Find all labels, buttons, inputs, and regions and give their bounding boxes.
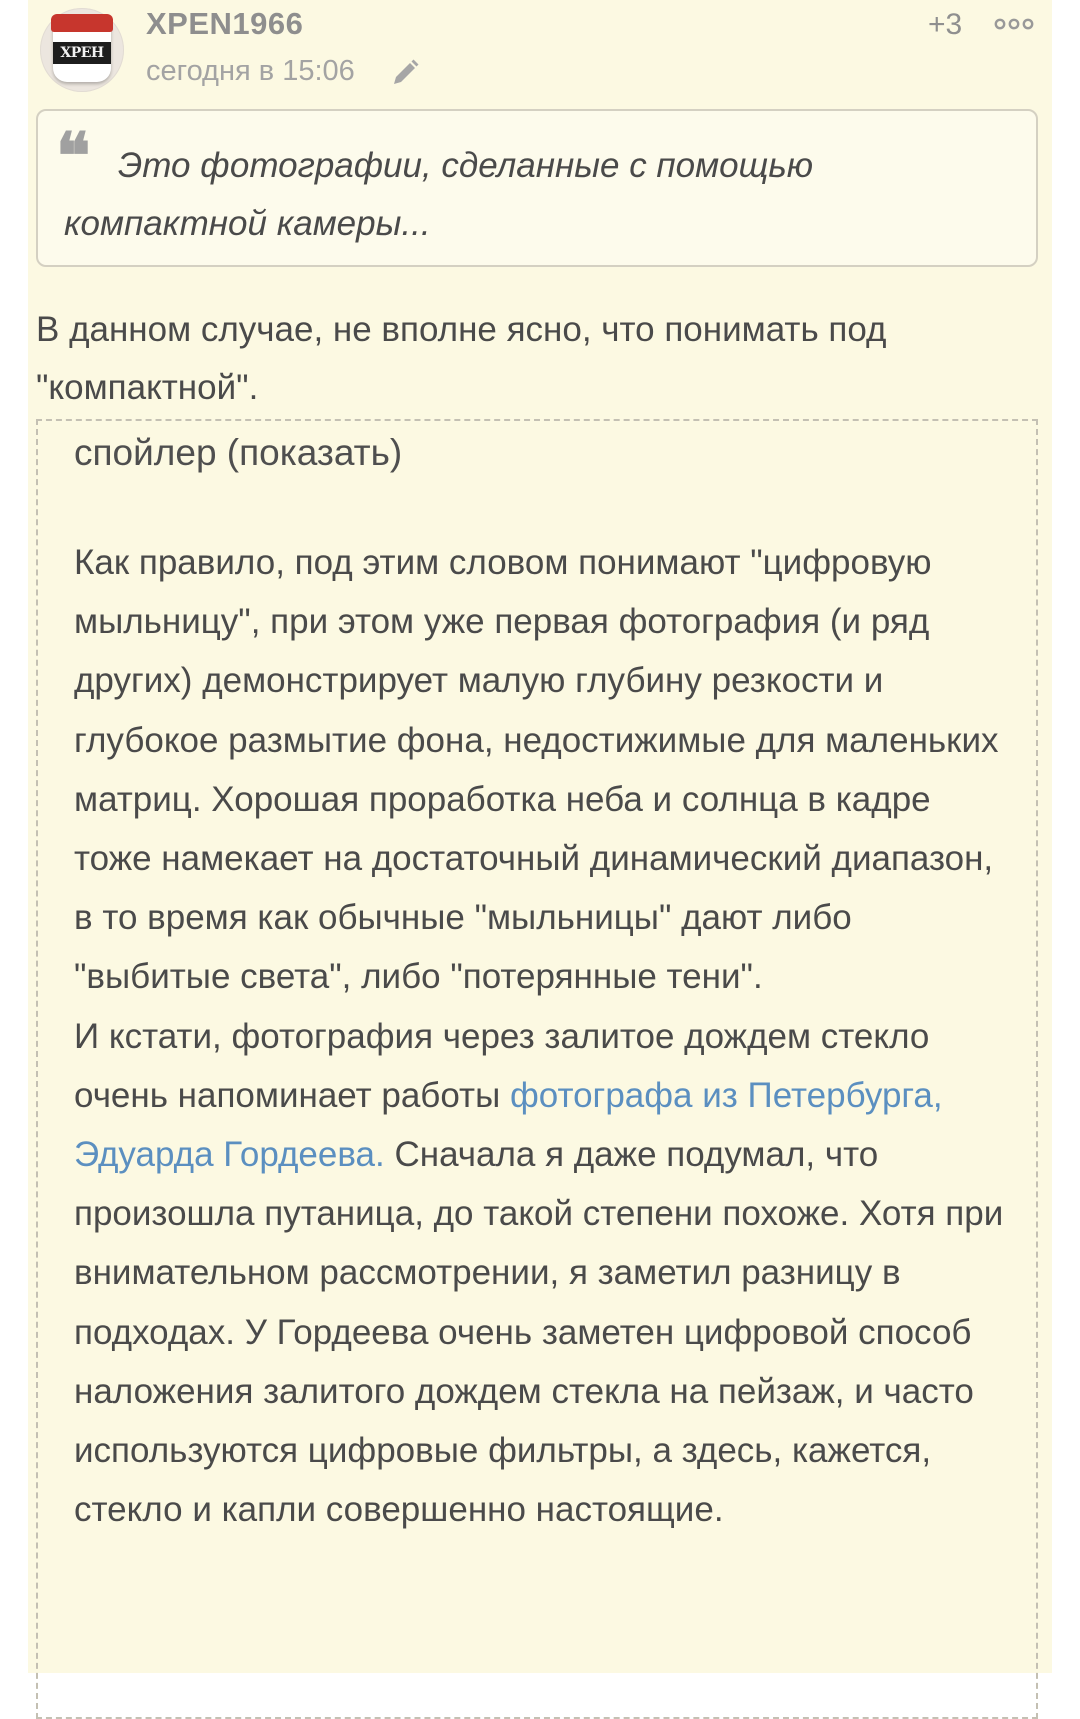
- more-dots-icon[interactable]: [994, 17, 1034, 31]
- comment-text: В данном случае, не вполне ясно, что понимать под "компактной".: [36, 310, 887, 407]
- post-timestamp[interactable]: сегодня в 15:06: [146, 55, 355, 87]
- post-rating: +3: [928, 8, 963, 41]
- photographer-link[interactable]: фотографа из Петербурга, Эдуарда Гордеева.: [74, 1075, 943, 1175]
- comment-post: [28, 0, 1052, 1673]
- spoiler-text-before-link: И кстати, фотография через залитое дождем стекло очень напоминает работы: [74, 1016, 930, 1115]
- quote-text: Это фотографии, сделанные с помощью компактной камеры...: [64, 146, 814, 243]
- jar-lid: [51, 14, 113, 32]
- spoiler-paragraph: [74, 1007, 1014, 1540]
- spoiler-content: [74, 533, 1014, 1539]
- username[interactable]: XPEN1966: [146, 6, 304, 41]
- spoiler-toggle[interactable]: спойлер (показать): [74, 432, 403, 473]
- horseradish-jar-avatar: [53, 16, 111, 82]
- spoiler-text-after-link: Сначала я даже подумал, что произошла путаница, до такой степени похоже. Хотя при внимательном рассмотрении, я заметил разницу в подходах. У Гордеева очень заметен цифровой способ наложения залитого дождем стекла на пейзаж, и часто используются цифровые фильтры, а здесь, кажется, стекло и капли совершенно настоящие.: [74, 1135, 1004, 1530]
- spoiler-paragraph: Как правило, под этим словом понимают "цифровую мыльницу", при этом уже первая фотография (и ряд других) демонстрирует малую глубину резкости и глубокое размытие фона, недостижимые для маленьких матриц. Хорошая проработка неба и солнца в кадре тоже намекает на достаточный динамический диапазон, в то время как обычные "мыльницы" дают либо "выбитые света", либо "потерянные тени".: [74, 543, 999, 997]
- quote-block: [36, 109, 1038, 267]
- jar-label: XPEH: [53, 42, 111, 64]
- pencil-icon[interactable]: [390, 58, 420, 88]
- spoiler-block: [36, 419, 1038, 1719]
- quote-icon: ❝: [56, 119, 91, 194]
- avatar[interactable]: [40, 8, 124, 92]
